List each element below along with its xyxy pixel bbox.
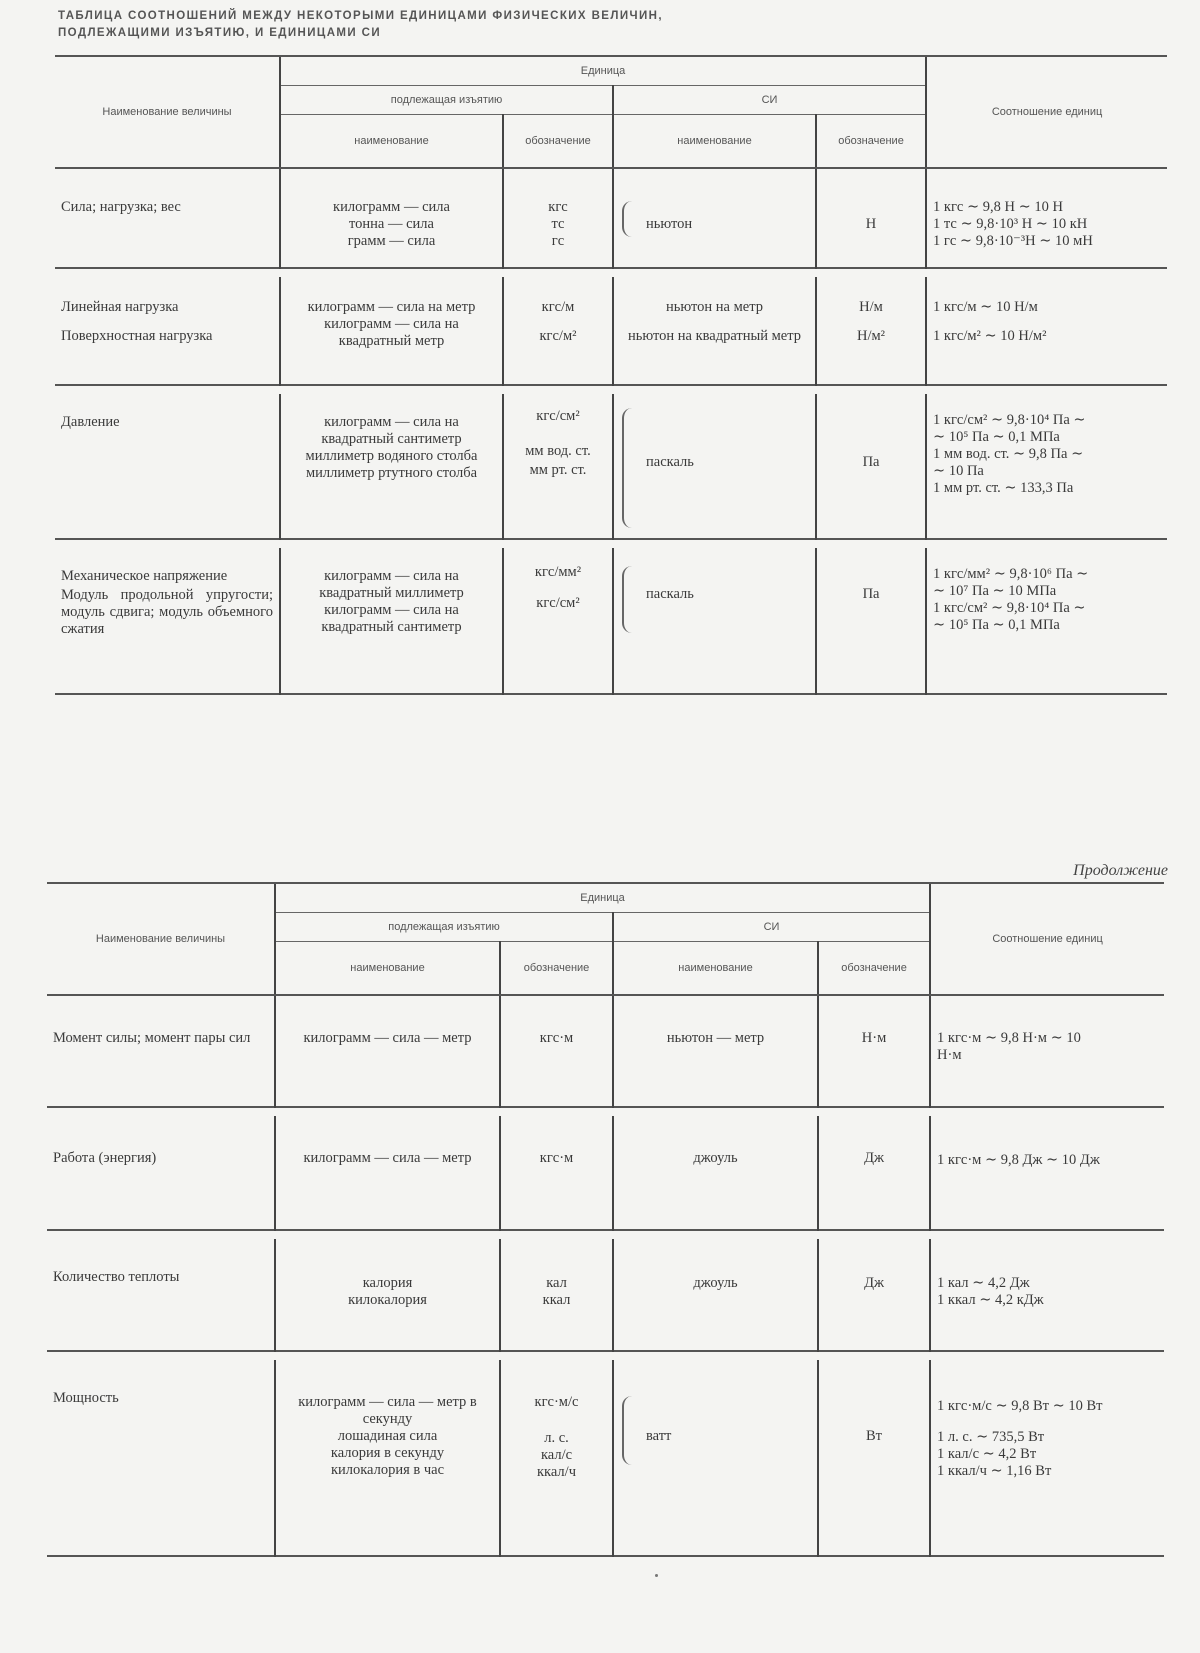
ratio-line: 1 кгс·м ∼ 9,8 Дж ∼ 10 Дж: [937, 1152, 1100, 1168]
ratio-line: ∼ 10⁵ Па ∼ 0,1 МПа: [933, 617, 1060, 633]
old-unit-name: лошадиная сила: [337, 1428, 438, 1444]
header-withdrawn: подлежащая изъятию: [275, 913, 613, 942]
units-table-2: [47, 882, 1164, 1565]
si-unit-symbol: Па: [862, 454, 880, 470]
old-unit-symbol: ккал: [542, 1292, 571, 1308]
ratio-line: 1 мм вод. ст. ∼ 9,8 Па ∼: [933, 446, 1084, 462]
si-unit-symbol: Н/м²: [857, 328, 886, 344]
quantity-label: Линейная нагрузка: [61, 299, 179, 315]
table-row: [55, 168, 1167, 268]
ratio-line: 1 ккал ∼ 4,2 кДж: [937, 1292, 1044, 1308]
old-unit-symbol: мм вод. ст.: [525, 443, 591, 459]
title-line-1: ТАБЛИЦА СООТНОШЕНИЙ МЕЖДУ НЕКОТОРЫМИ ЕДИНИЦАМИ ФИЗИЧЕСКИХ ВЕЛИЧИН,: [58, 10, 663, 22]
ratio-line: ∼ 10 Па: [933, 463, 984, 479]
old-unit-name: килограмм — сила — метр: [303, 1030, 472, 1046]
old-unit-name: килограмм — сила — метр в секунду: [298, 1394, 477, 1427]
old-unit-name: калория в секунду: [330, 1445, 445, 1461]
old-unit-symbol: кгс·м: [539, 1150, 574, 1166]
ratio-line: 1 кгс·м ∼ 9,8 Н·м ∼ 10: [937, 1030, 1081, 1046]
header-old-symbol: обозначение: [503, 115, 613, 169]
old-unit-symbol: кгс/мм²: [534, 564, 582, 580]
curly-brace: [622, 408, 634, 528]
ratio-line: 1 л. с. ∼ 735,5 Вт: [937, 1429, 1045, 1445]
curly-brace: [622, 201, 634, 237]
page-speck: [655, 1574, 658, 1577]
header-si: СИ: [613, 913, 930, 942]
old-unit-symbol: кал/с: [540, 1447, 573, 1463]
table-row: [47, 1239, 1164, 1351]
si-unit-name: ньютон на квадратный метр: [627, 328, 802, 344]
si-unit-symbol: Дж: [864, 1275, 884, 1291]
si-unit-symbol: Н: [865, 216, 877, 232]
quantity-label: Момент силы; момент пары сил: [53, 1030, 251, 1046]
quantity-label: Механическое напряжение: [61, 568, 228, 584]
header-ratio: Соотношение единиц: [926, 56, 1167, 168]
quantity-label: Модуль продольной упругости; модуль сдвига; модуль объемного сжатия: [61, 587, 273, 637]
old-unit-name: килограмм — сила на квадратный метр: [324, 316, 459, 349]
header-unit: Единица: [275, 883, 930, 913]
ratio-line: 1 кгс/см² ∼ 9,8·10⁴ Па ∼: [933, 412, 1086, 428]
ratio-line: 1 ккал/ч ∼ 1,16 Вт: [937, 1463, 1052, 1479]
old-unit-symbol: л. с.: [544, 1430, 569, 1446]
ratio-line: 1 кгс/см² ∼ 9,8·10⁴ Па ∼: [933, 600, 1086, 616]
old-unit-name: килокалория: [348, 1292, 427, 1308]
table-row: [47, 995, 1164, 1107]
header-withdrawn: подлежащая изъятию: [280, 86, 613, 115]
ratio-line: ∼ 10⁵ Па ∼ 0,1 МПа: [933, 429, 1060, 445]
si-unit-symbol: Вт: [866, 1428, 883, 1444]
old-unit-name: килограмм — сила на квадратный миллиметр: [319, 568, 464, 601]
table-row: [55, 394, 1167, 539]
ratio-line: 1 кал ∼ 4,2 Дж: [937, 1275, 1030, 1291]
old-unit-name: калория: [362, 1275, 413, 1291]
ratio-line: 1 кгс ∼ 9,8 Н ∼ 10 Н: [933, 199, 1063, 215]
continuation-label: Продолжение: [1073, 862, 1168, 879]
old-unit-symbol: кгс·м/с: [534, 1394, 579, 1410]
si-unit-name: ньютон на метр: [666, 299, 763, 315]
header-si-symbol: обозначение: [818, 942, 930, 996]
old-unit-name: килокалория в час: [330, 1462, 445, 1478]
old-unit-symbol: мм рт. ст.: [529, 462, 587, 478]
old-unit-name: миллиметр водяного столба: [305, 448, 478, 464]
si-unit-name: джоуль: [693, 1275, 738, 1291]
quantity-label: Работа (энергия): [53, 1150, 157, 1166]
ratio-line: 1 мм рт. ст. ∼ 133,3 Па: [933, 480, 1074, 496]
old-unit-name: килограмм — сила: [333, 199, 450, 215]
si-unit-name: джоуль: [693, 1150, 738, 1166]
ratio-line: Н·м: [937, 1047, 962, 1063]
old-unit-symbol: кгс/см²: [536, 408, 580, 424]
si-unit-symbol: Па: [862, 586, 880, 602]
old-unit-symbol: кгс·м: [539, 1030, 574, 1046]
header-si: СИ: [613, 86, 926, 115]
old-unit-name: килограмм — сила — метр: [303, 1150, 472, 1166]
table-row: [55, 548, 1167, 694]
header-old-symbol: обозначение: [500, 942, 613, 996]
quantity-label: Поверхностная нагрузка: [61, 328, 213, 344]
si-unit-name: паскаль: [646, 586, 694, 602]
si-unit-name: паскаль: [646, 454, 694, 470]
units-table-1: [55, 55, 1167, 703]
old-unit-symbol: тс: [551, 216, 565, 232]
curly-brace: [622, 1396, 634, 1465]
ratio-line: 1 кал/с ∼ 4,2 Вт: [937, 1446, 1037, 1462]
page-title: [58, 8, 1058, 42]
ratio-line: 1 кгс·м/с ∼ 9,8 Вт ∼ 10 Вт: [937, 1398, 1103, 1414]
header-quantity: Наименование величины: [47, 883, 275, 995]
si-unit-symbol: Н·м: [861, 1030, 887, 1046]
old-unit-name: миллиметр ртутного столба: [305, 465, 478, 481]
ratio-line: 1 гс ∼ 9,8·10⁻³Н ∼ 10 мН: [933, 233, 1093, 249]
header-si-name: наименование: [613, 942, 818, 996]
si-unit-symbol: Н/м: [859, 299, 883, 315]
quantity-label: Количество теплоты: [53, 1269, 180, 1285]
quantity-label: Сила; нагрузка; вес: [61, 199, 181, 215]
old-unit-symbol: кгс/см²: [536, 595, 580, 611]
ratio-line: 1 кгс/мм² ∼ 9,8·10⁶ Па ∼: [933, 566, 1089, 582]
si-unit-symbol: Дж: [864, 1150, 884, 1166]
quantity-label: Давление: [61, 414, 120, 430]
header-unit: Единица: [280, 56, 926, 86]
old-unit-name: килограмм — сила на метр: [307, 299, 476, 315]
ratio-line: 1 кгс/м² ∼ 10 Н/м²: [933, 328, 1047, 344]
quantity-label: Мощность: [53, 1390, 119, 1406]
old-unit-symbol: кгс/м: [541, 299, 575, 315]
old-unit-symbol: гс: [551, 233, 565, 249]
old-unit-name: килограмм — сила на квадратный сантиметр: [321, 602, 462, 635]
old-unit-name: грамм — сила: [347, 233, 436, 249]
header-old-name: наименование: [275, 942, 500, 996]
curly-brace: [622, 566, 634, 633]
old-unit-name: килограмм — сила на квадратный сантиметр: [321, 414, 462, 447]
si-unit-name: ньютон — метр: [666, 1030, 765, 1046]
ratio-line: ∼ 10⁷ Па ∼ 10 МПа: [933, 583, 1057, 599]
si-unit-name: ньютон: [646, 216, 693, 232]
table-row: [47, 1116, 1164, 1230]
header-si-name: наименование: [613, 115, 816, 169]
old-unit-symbol: кал: [546, 1275, 567, 1291]
table-row: [55, 277, 1167, 385]
table-row: [47, 1360, 1164, 1556]
old-unit-symbol: кгс/м²: [539, 328, 577, 344]
old-unit-name: тонна — сила: [349, 216, 434, 232]
header-quantity: Наименование величины: [55, 56, 280, 168]
si-unit-name: ватт: [646, 1428, 672, 1444]
old-unit-symbol: ккал/ч: [537, 1464, 576, 1480]
ratio-line: 1 кгс/м ∼ 10 Н/м: [933, 299, 1038, 315]
old-unit-symbol: кгс: [548, 199, 568, 215]
title-line-2: ПОДЛЕЖАЩИМИ ИЗЪЯТИЮ, И ЕДИНИЦАМИ СИ: [58, 27, 382, 39]
ratio-line: 1 тс ∼ 9,8·10³ Н ∼ 10 кН: [933, 216, 1088, 232]
header-ratio: Соотношение единиц: [930, 883, 1164, 995]
header-old-name: наименование: [280, 115, 503, 169]
header-si-symbol: обозначение: [816, 115, 926, 169]
